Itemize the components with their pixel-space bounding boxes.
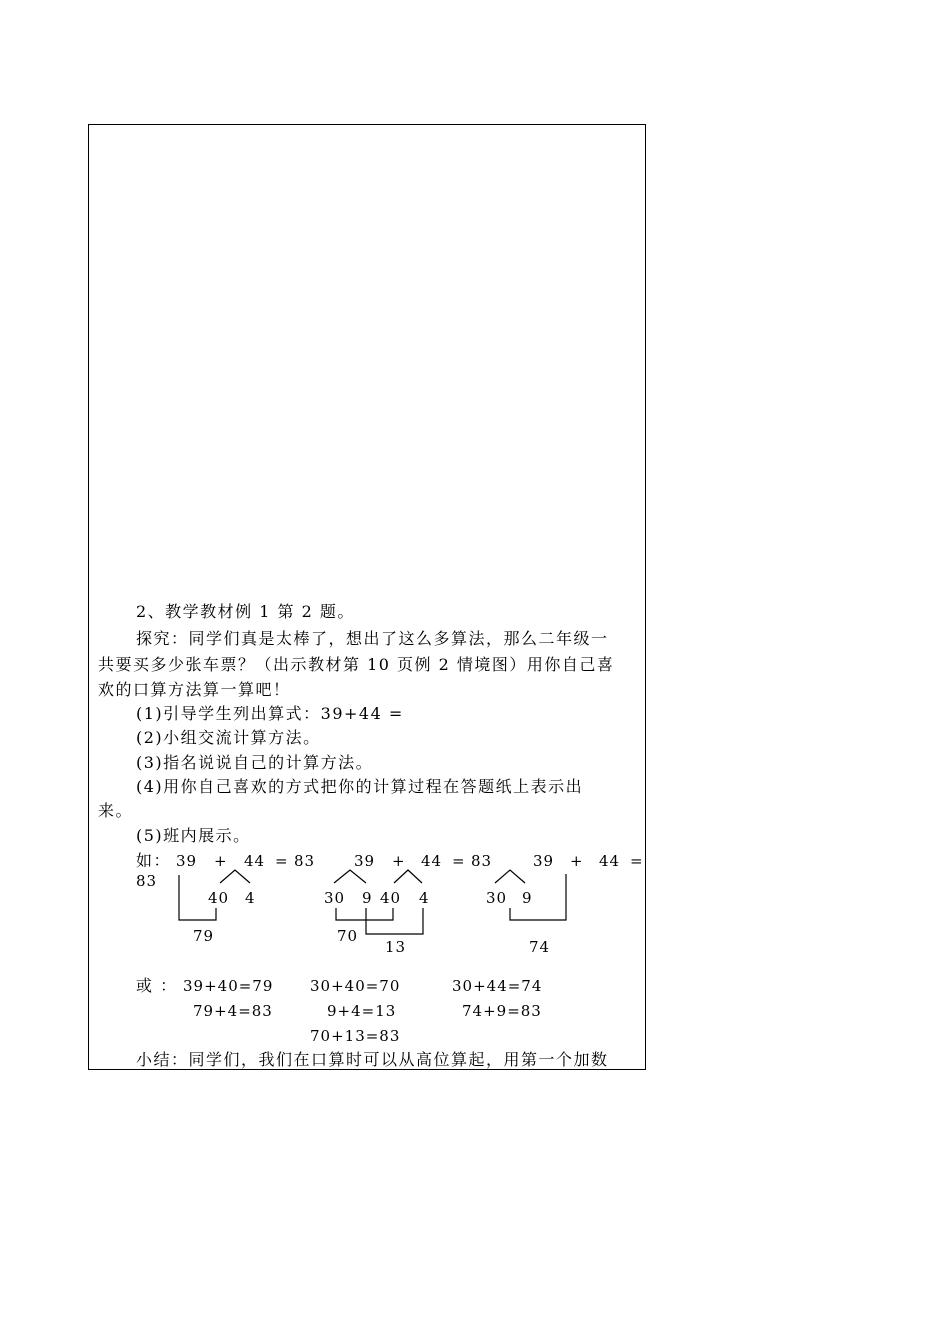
m2-bracket-b (366, 908, 423, 934)
m1-split1: 40 (208, 889, 230, 907)
m1-eq: = (275, 852, 289, 870)
explore-line-1: 探究：同学们真是太棒了，想出了这么多算法，那么二年级一 (136, 629, 609, 648)
section-heading: 2、教学教材例 1 第 2 题。 (136, 602, 355, 621)
m1-r: 83 (294, 852, 316, 870)
m2-split3: 40 (380, 889, 402, 907)
m2-bracket-a (336, 908, 393, 920)
m2-plus: + (392, 852, 406, 870)
m1-split-caret (220, 870, 250, 883)
example-prefix: 如： (136, 851, 172, 870)
m2-split-caret-a (334, 870, 366, 883)
m1-split2: 4 (245, 889, 256, 907)
m1-partial: 79 (193, 927, 215, 945)
explore-line-2: 共要买多少张车票？（出示教材第 10 页例 2 情境图）用你自己喜 (98, 655, 615, 674)
m2-split1: 30 (324, 889, 346, 907)
step-1: (1)引导学生列出算式：39+44 = (136, 704, 404, 723)
alt-c3-r2: 74+9=83 (462, 1002, 542, 1020)
m3-eq: = (630, 852, 644, 870)
alt-c1-r2: 79+4=83 (193, 1002, 273, 1020)
m3-split2: 9 (522, 889, 533, 907)
m3-split-caret (495, 870, 525, 883)
m2-eq: = (452, 852, 466, 870)
m3-partial: 74 (529, 938, 551, 956)
alt-c2-r2: 9+4=13 (327, 1002, 397, 1020)
step-5: (5)班内展示。 (136, 826, 251, 845)
m2-split4: 4 (419, 889, 430, 907)
step-4-line-1: (4)用你自己喜欢的方式把你的计算过程在答题纸上表示出 (136, 777, 584, 796)
m3-bracket (510, 874, 566, 920)
m2-partial2: 13 (385, 938, 407, 956)
m1-a: 39 (176, 852, 198, 870)
m3-split1: 30 (486, 889, 508, 907)
m3-b: 44 (599, 852, 621, 870)
m2-split2: 9 (362, 889, 373, 907)
m1-bracket (179, 875, 216, 920)
m2-b: 44 (421, 852, 443, 870)
alt-c3-r1: 30+44=74 (452, 977, 543, 995)
alt-c2-r1: 30+40=70 (310, 977, 401, 995)
alt-c2-r3: 70+13=83 (310, 1027, 401, 1045)
alt-label: 或 ： (136, 976, 178, 995)
step-3: (3)指名说说自己的计算方法。 (136, 753, 374, 772)
m2-partial1: 70 (337, 927, 359, 945)
alt-c1-r1: 39+40=79 (183, 977, 274, 995)
m2-split-caret-b (394, 870, 422, 883)
step-4-line-2: 来。 (98, 801, 134, 820)
summary-line: 小结：同学们，我们在口算时可以从高位算起，用第一个加数 (136, 1050, 609, 1069)
step-2: (2)小组交流计算方法。 (136, 728, 321, 747)
m2-r: 83 (471, 852, 493, 870)
m2-a: 39 (354, 852, 376, 870)
m1-plus: + (214, 852, 228, 870)
explore-line-3: 欢的口算方法算一算吧！ (98, 680, 291, 699)
m3-a: 39 (533, 852, 555, 870)
m1-b: 44 (244, 852, 266, 870)
m3-r: 83 (136, 872, 158, 890)
m3-plus: + (570, 852, 584, 870)
